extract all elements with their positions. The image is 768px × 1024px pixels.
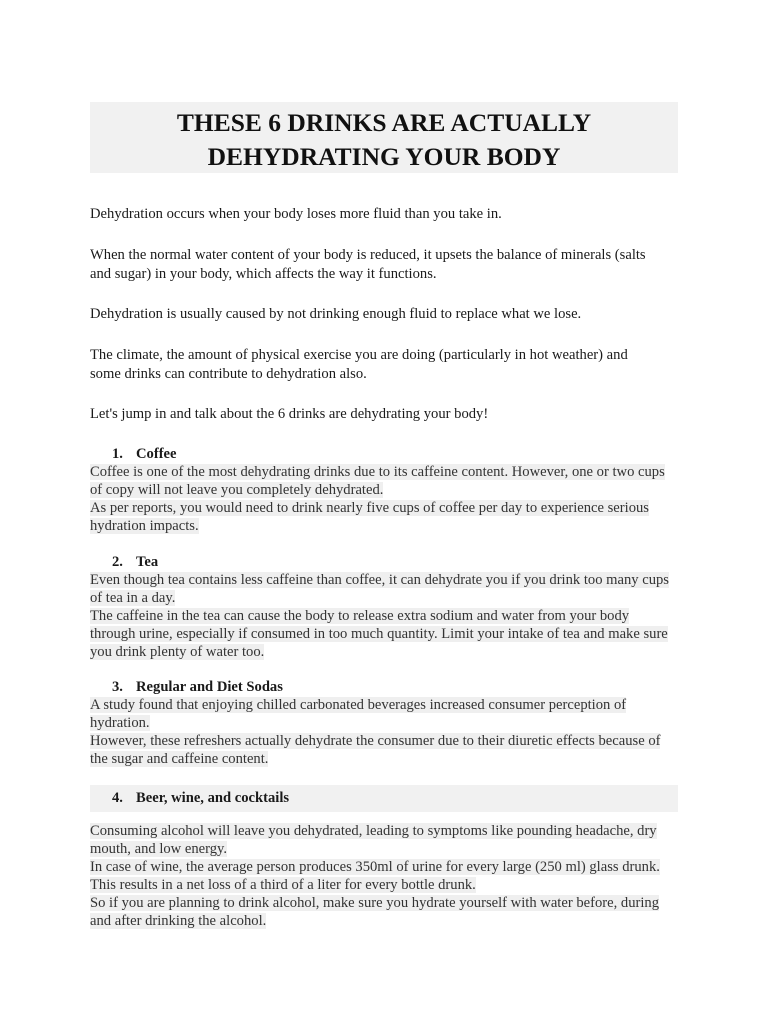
body-line: Even though tea contains less caffeine than coffee, it can dehydrate you if you drink too many cups — [90, 572, 669, 588]
list-item-body-sodas — [90, 696, 680, 768]
intro-paragraph-4-line-1: The climate, the amount of physical exercise you are doing (particularly in hot weather) and — [90, 347, 628, 363]
list-item-heading-alcohol — [90, 785, 678, 812]
list-item-title: Tea — [136, 554, 159, 570]
intro-paragraph-3: Dehydration is usually caused by not drinking enough fluid to replace what we lose. — [90, 306, 582, 322]
body-line: the sugar and caffeine content. — [90, 751, 269, 767]
list-item-number: 2. — [112, 554, 123, 570]
body-line: and after drinking the alcohol. — [90, 913, 267, 929]
body-line: hydration. — [90, 715, 150, 731]
title-line-2: DEHYDRATING YOUR BODY — [207, 142, 561, 171]
page-title — [90, 102, 678, 173]
body-line: of copy will not leave you completely dehydrated. — [90, 482, 384, 498]
body-line: In case of wine, the average person produces 350ml of urine for every large (250 ml) glass drunk. — [90, 859, 660, 875]
intro-paragraph-4-line-2: some drinks can contribute to dehydration also. — [90, 365, 367, 382]
body-line: Coffee is one of the most dehydrating drinks due to its caffeine content. However, one or two cups — [90, 464, 665, 480]
body-line: However, these refreshers actually dehydrate the consumer due to their diuretic effects because of — [90, 733, 661, 749]
intro-paragraph-5: Let's jump in and talk about the 6 drinks are dehydrating your body! — [90, 406, 489, 422]
title-line-1: THESE 6 DRINKS ARE ACTUALLY — [176, 108, 592, 137]
intro-paragraph-2 — [90, 246, 680, 283]
list-item-heading-sodas — [112, 678, 283, 696]
list-item-title: Coffee — [136, 446, 177, 462]
body-line: through urine, especially if consumed in too much quantity. Limit your intake of tea and make sure — [90, 626, 668, 642]
list-item-number: 3. — [112, 679, 123, 695]
body-line: This results in a net loss of a third of a liter for every bottle drunk. — [90, 877, 476, 893]
body-line: So if you are planning to drink alcohol, make sure you hydrate yourself with water before, during — [90, 895, 659, 911]
intro-paragraph-2-line-2: and sugar) in your body, which affects the way it functions. — [90, 265, 437, 282]
intro-paragraph-4 — [90, 346, 680, 383]
list-item-heading-tea — [112, 553, 158, 571]
body-line: A study found that enjoying chilled carbonated beverages increased consumer perception of — [90, 697, 627, 713]
body-line: hydration impacts. — [90, 518, 199, 534]
list-item-number: 4. — [112, 790, 123, 806]
body-line: As per reports, you would need to drink nearly five cups of coffee per day to experience serious — [90, 500, 649, 516]
body-line: Consuming alcohol will leave you dehydrated, leading to symptoms like pounding headache, dry — [90, 823, 657, 839]
list-item-body-tea — [90, 571, 680, 661]
list-item-title: Regular and Diet Sodas — [136, 679, 283, 695]
list-item-title: Beer, wine, and cocktails — [136, 790, 290, 806]
list-item-body-coffee — [90, 463, 680, 535]
body-line: you drink plenty of water too. — [90, 644, 265, 660]
body-line: mouth, and low energy. — [90, 841, 227, 857]
list-item-body-alcohol — [90, 822, 680, 930]
list-item-heading-coffee — [112, 445, 177, 463]
body-line: of tea in a day. — [90, 590, 176, 606]
intro-paragraph-2-line-1: When the normal water content of your body is reduced, it upsets the balance of minerals (salts — [90, 247, 646, 263]
intro-paragraph-1: Dehydration occurs when your body loses more fluid than you take in. — [90, 206, 502, 222]
list-item-number: 1. — [112, 446, 123, 462]
body-line: The caffeine in the tea can cause the body to release extra sodium and water from your body — [90, 608, 630, 624]
